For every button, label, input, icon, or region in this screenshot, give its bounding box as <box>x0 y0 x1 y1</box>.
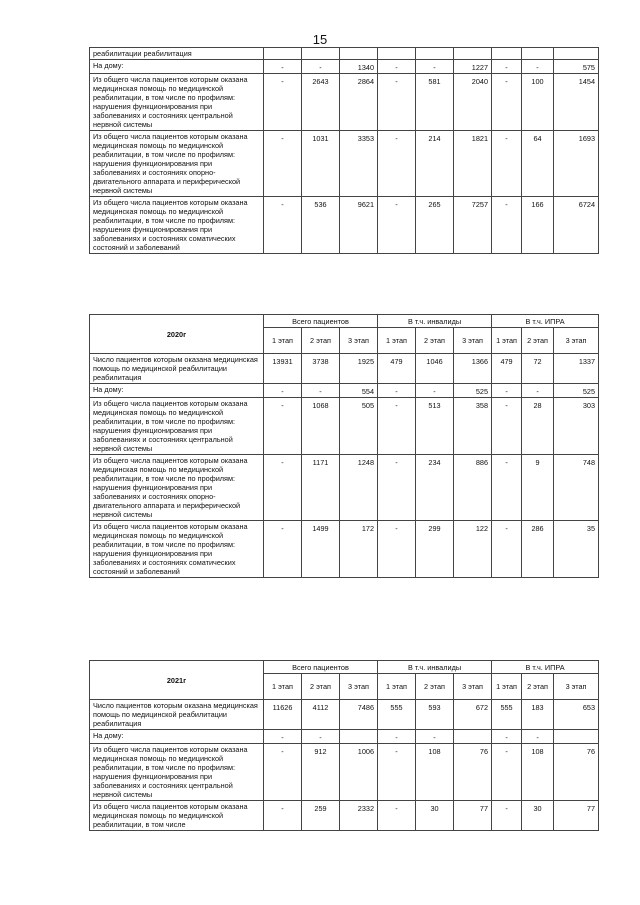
value-cell: 2332 <box>340 801 378 831</box>
value-cell <box>554 48 599 60</box>
row-label: Из общего числа пациентов которым оказана медицинская помощь по медицинской реабилитации, в том числе по профилям: нарушения функционирования при заболеваниях и состояниях опорно-двигательного аппарата и периферической нервной системы <box>90 455 264 521</box>
value-cell: 303 <box>554 398 599 455</box>
value-cell: 1171 <box>302 455 340 521</box>
value-cell: 886 <box>454 455 492 521</box>
table-row <box>90 801 599 831</box>
value-cell: 653 <box>554 700 599 730</box>
table-row <box>90 74 599 131</box>
value-cell: 3738 <box>302 354 340 384</box>
value-cell: 77 <box>454 801 492 831</box>
value-cell: - <box>492 398 522 455</box>
row-label: Число пациентов которым оказана медицинская помощь по медицинской реабилитации реабилитация <box>90 354 264 384</box>
table-continuation <box>89 47 599 254</box>
year-header: 2020г <box>90 315 264 354</box>
value-cell: 1925 <box>340 354 378 384</box>
table-row <box>90 354 599 384</box>
value-cell: - <box>302 60 340 74</box>
value-cell: 6724 <box>554 197 599 254</box>
value-cell: - <box>264 744 302 801</box>
value-cell: - <box>416 384 454 398</box>
value-cell: 912 <box>302 744 340 801</box>
value-cell: 358 <box>454 398 492 455</box>
value-cell: - <box>264 384 302 398</box>
value-cell: 3353 <box>340 131 378 197</box>
row-label: На дому: <box>90 60 264 74</box>
value-cell: - <box>302 730 340 744</box>
value-cell: 28 <box>522 398 554 455</box>
value-cell: - <box>264 801 302 831</box>
row-label: На дому: <box>90 730 264 744</box>
year-header: 2021г <box>90 661 264 700</box>
row-label: Из общего числа пациентов которым оказана медицинская помощь по медицинской реабилитации, в том числе по профилям: нарушения функционирования при заболеваниях и состояниях центральной нервной системы <box>90 744 264 801</box>
value-cell: 1366 <box>454 354 492 384</box>
value-cell: - <box>264 521 302 578</box>
stage-header: 1 этап <box>492 674 522 700</box>
stage-header: 1 этап <box>378 328 416 354</box>
value-cell: - <box>492 74 522 131</box>
value-cell: 108 <box>416 744 454 801</box>
table-body <box>90 48 599 254</box>
value-cell: - <box>378 801 416 831</box>
value-cell: 575 <box>554 60 599 74</box>
value-cell <box>492 48 522 60</box>
value-cell: 1006 <box>340 744 378 801</box>
stage-header: 3 этап <box>554 328 599 354</box>
value-cell: 1068 <box>302 398 340 455</box>
all-patients-header: Всего пациентов <box>264 315 378 328</box>
value-cell: 7257 <box>454 197 492 254</box>
stage-header: 1 этап <box>264 328 302 354</box>
value-cell: - <box>492 197 522 254</box>
value-cell: - <box>378 730 416 744</box>
value-cell: 4112 <box>302 700 340 730</box>
value-cell: 554 <box>340 384 378 398</box>
value-cell: - <box>492 730 522 744</box>
value-cell: - <box>264 398 302 455</box>
stage-header: 2 этап <box>522 674 554 700</box>
value-cell: 286 <box>522 521 554 578</box>
value-cell: 2040 <box>454 74 492 131</box>
row-label: Из общего числа пациентов которым оказана медицинская помощь по медицинской реабилитации, в том числе по профилям: нарушения функционирования при заболеваниях и состояниях центральной нервной системы <box>90 398 264 455</box>
all-patients-header: Всего пациентов <box>264 661 378 674</box>
value-cell: - <box>492 60 522 74</box>
stage-header: 3 этап <box>340 674 378 700</box>
table-2020 <box>89 314 599 578</box>
value-cell: - <box>378 744 416 801</box>
value-cell: - <box>492 384 522 398</box>
disabled-header: В т.ч. инвалиды <box>378 661 492 674</box>
row-label: Из общего числа пациентов которым оказана медицинская помощь по медицинской реабилитации, в том числе по профилям: нарушения функционирования при заболеваниях и состояниях опорно-двигательного аппарата и периферической нервной системы <box>90 131 264 197</box>
value-cell: 259 <box>302 801 340 831</box>
value-cell: - <box>492 131 522 197</box>
value-cell: 1499 <box>302 521 340 578</box>
value-cell: 9 <box>522 455 554 521</box>
value-cell <box>302 48 340 60</box>
page-number: 15 <box>312 32 328 47</box>
stage-header: 2 этап <box>302 328 340 354</box>
table-row <box>90 48 599 60</box>
stage-header: 2 этап <box>416 674 454 700</box>
value-cell: - <box>264 455 302 521</box>
value-cell: - <box>522 60 554 74</box>
value-cell: - <box>378 74 416 131</box>
value-cell: - <box>492 455 522 521</box>
table-row <box>90 521 599 578</box>
value-cell: - <box>378 131 416 197</box>
value-cell <box>340 48 378 60</box>
value-cell: 108 <box>522 744 554 801</box>
value-cell: 100 <box>522 74 554 131</box>
value-cell: 64 <box>522 131 554 197</box>
value-cell: 1340 <box>340 60 378 74</box>
value-cell: 1227 <box>454 60 492 74</box>
table-body <box>90 700 599 831</box>
table-row <box>90 131 599 197</box>
value-cell: 555 <box>492 700 522 730</box>
value-cell: - <box>264 197 302 254</box>
value-cell: 122 <box>454 521 492 578</box>
value-cell: 183 <box>522 700 554 730</box>
table-body <box>90 354 599 578</box>
row-label: На дому: <box>90 384 264 398</box>
value-cell: 672 <box>454 700 492 730</box>
value-cell: 2643 <box>302 74 340 131</box>
value-cell <box>416 48 454 60</box>
table-row <box>90 384 599 398</box>
table-2021 <box>89 660 599 831</box>
stage-header: 2 этап <box>302 674 340 700</box>
value-cell: - <box>264 60 302 74</box>
table-row <box>90 730 599 744</box>
value-cell: - <box>522 730 554 744</box>
value-cell: - <box>492 521 522 578</box>
value-cell: - <box>302 384 340 398</box>
value-cell: 525 <box>454 384 492 398</box>
row-label: Из общего числа пациентов которым оказана медицинская помощь по медицинской реабилитации, в том числе по профилям: нарушения функционирования при заболеваниях и состояниях соматических состояний и заболеваний <box>90 197 264 254</box>
value-cell: - <box>492 801 522 831</box>
value-cell: 35 <box>554 521 599 578</box>
value-cell: 11626 <box>264 700 302 730</box>
value-cell: 525 <box>554 384 599 398</box>
value-cell: 77 <box>554 801 599 831</box>
value-cell: 593 <box>416 700 454 730</box>
value-cell: 1248 <box>340 455 378 521</box>
value-cell: - <box>522 384 554 398</box>
table-row <box>90 60 599 74</box>
value-cell: 234 <box>416 455 454 521</box>
value-cell: - <box>264 131 302 197</box>
stage-header: 2 этап <box>522 328 554 354</box>
value-cell: 555 <box>378 700 416 730</box>
value-cell: - <box>416 60 454 74</box>
table-row <box>90 455 599 521</box>
stage-header: 1 этап <box>378 674 416 700</box>
value-cell: 214 <box>416 131 454 197</box>
value-cell: 1031 <box>302 131 340 197</box>
value-cell: 1046 <box>416 354 454 384</box>
row-label: реабилитации реабилитация <box>90 48 264 60</box>
value-cell <box>454 730 492 744</box>
value-cell: 30 <box>522 801 554 831</box>
value-cell: 513 <box>416 398 454 455</box>
stage-header: 1 этап <box>492 328 522 354</box>
row-label: Из общего числа пациентов которым оказана медицинская помощь по медицинской реабилитации, в том числе по профилям: нарушения функционирования при заболеваниях и состояниях соматических состояний и заболеваний <box>90 521 264 578</box>
stage-header: 3 этап <box>454 674 492 700</box>
value-cell <box>264 48 302 60</box>
value-cell: - <box>492 744 522 801</box>
value-cell: - <box>264 730 302 744</box>
table-row <box>90 197 599 254</box>
value-cell: 72 <box>522 354 554 384</box>
stage-header: 3 этап <box>554 674 599 700</box>
value-cell: - <box>378 455 416 521</box>
value-cell: 1821 <box>454 131 492 197</box>
value-cell: 479 <box>492 354 522 384</box>
ipra-header: В т.ч. ИПРА <box>492 661 599 674</box>
value-cell: 581 <box>416 74 454 131</box>
table-row <box>90 744 599 801</box>
stage-header: 3 этап <box>340 328 378 354</box>
value-cell: 1337 <box>554 354 599 384</box>
stage-header: 3 этап <box>454 328 492 354</box>
value-cell: 265 <box>416 197 454 254</box>
value-cell: 76 <box>554 744 599 801</box>
value-cell: 166 <box>522 197 554 254</box>
value-cell: - <box>378 521 416 578</box>
value-cell: 479 <box>378 354 416 384</box>
value-cell <box>340 730 378 744</box>
stage-header: 2 этап <box>416 328 454 354</box>
disabled-header: В т.ч. инвалиды <box>378 315 492 328</box>
row-label: Из общего числа пациентов которым оказана медицинская помощь по медицинской реабилитации, в том числе по профилям: нарушения функционирования при заболеваниях и состояниях центральной нервной системы <box>90 74 264 131</box>
value-cell: 536 <box>302 197 340 254</box>
row-label: Число пациентов которым оказана медицинская помощь по медицинской реабилитации реабилитация <box>90 700 264 730</box>
value-cell: 1454 <box>554 74 599 131</box>
value-cell: 748 <box>554 455 599 521</box>
value-cell <box>378 48 416 60</box>
value-cell: 505 <box>340 398 378 455</box>
value-cell: 9621 <box>340 197 378 254</box>
value-cell: 299 <box>416 521 454 578</box>
table-row <box>90 398 599 455</box>
value-cell: - <box>378 384 416 398</box>
stage-header: 1 этап <box>264 674 302 700</box>
value-cell: - <box>378 60 416 74</box>
value-cell: - <box>416 730 454 744</box>
ipra-header: В т.ч. ИПРА <box>492 315 599 328</box>
value-cell: - <box>378 398 416 455</box>
value-cell: - <box>264 74 302 131</box>
value-cell: 2864 <box>340 74 378 131</box>
value-cell: 13931 <box>264 354 302 384</box>
value-cell: 30 <box>416 801 454 831</box>
value-cell: 1693 <box>554 131 599 197</box>
table-row <box>90 700 599 730</box>
value-cell: - <box>378 197 416 254</box>
value-cell: 7486 <box>340 700 378 730</box>
value-cell: 172 <box>340 521 378 578</box>
value-cell <box>522 48 554 60</box>
value-cell <box>454 48 492 60</box>
value-cell: 76 <box>454 744 492 801</box>
row-label: Из общего числа пациентов которым оказана медицинская помощь по медицинской реабилитации, в том числе <box>90 801 264 831</box>
value-cell <box>554 730 599 744</box>
